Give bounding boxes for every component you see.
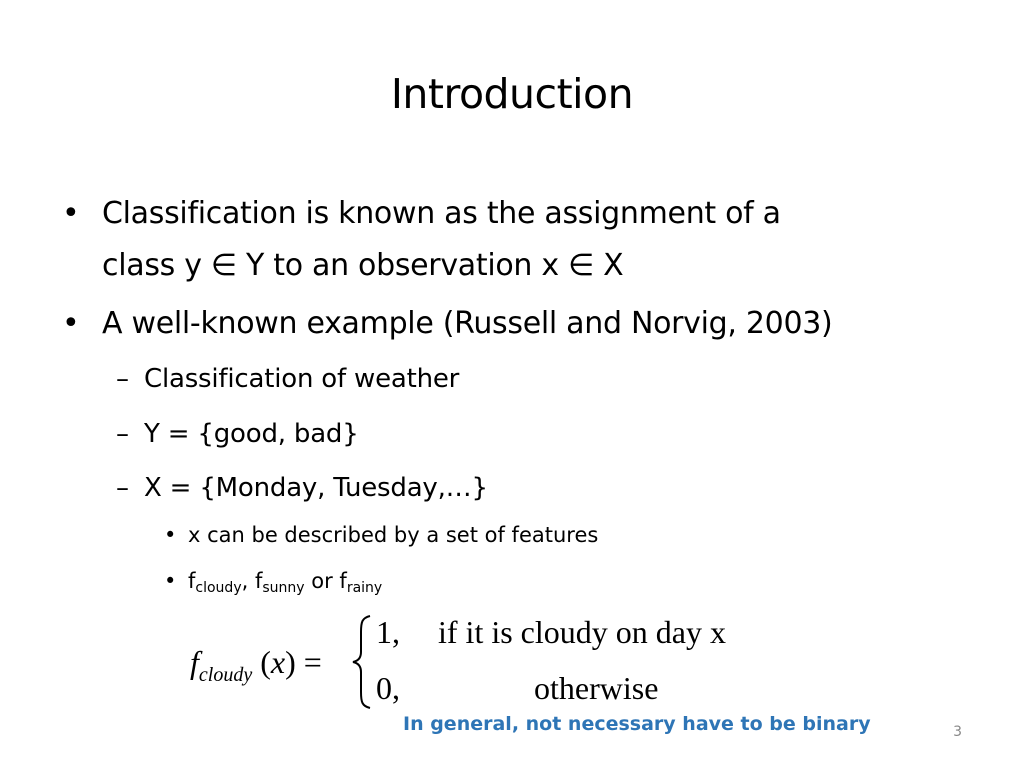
subsub-bullet-item: • $f_{cloudy}$, $f_{sunny}$ or $f_{rainy}$ <box>164 569 383 596</box>
bullet-icon: • <box>164 523 177 547</box>
case1-value: 1, <box>376 614 400 650</box>
bullet-item <box>62 188 982 292</box>
sub-bullet-item <box>116 362 459 396</box>
bullet-icon: • <box>62 306 80 341</box>
dash-icon: – <box>116 419 129 449</box>
slide-number: 3 <box>953 724 962 740</box>
feature-f-sunny: $f_{sunny}$ <box>254 569 305 596</box>
sub-bullet-item <box>116 417 359 451</box>
sub-bullet-text: Y = {good, bad} <box>144 419 359 449</box>
left-brace-icon <box>350 612 374 712</box>
sub-bullet-text: Classification of weather <box>144 364 460 394</box>
feature-f-rainy: $f_{rainy}$ <box>339 569 383 596</box>
sub-bullet-text: X = {Monday, Tuesday,…} <box>144 473 488 503</box>
bullet-text: A well-known example (Russell and Norvig, 2003) <box>102 306 833 341</box>
dash-icon: – <box>116 473 129 503</box>
piecewise-formula <box>190 612 790 712</box>
case2-value: 0, <box>376 670 400 706</box>
dash-icon: – <box>116 364 129 394</box>
case1-condition: if it is cloudy on day x <box>438 614 726 650</box>
bullet-text-line1: Classification is known as the assignment of a <box>102 196 781 231</box>
note-text: In general, not necessary have to be binary <box>403 713 871 735</box>
bullet-icon: • <box>62 196 80 231</box>
sub-bullet-item <box>116 471 488 505</box>
bullet-item <box>62 298 982 350</box>
feature-f-cloudy: $f_{cloudy}$ <box>188 569 242 596</box>
subsub-bullet-text: x can be described by a set of features <box>188 523 599 547</box>
bullet-icon: • <box>164 569 177 593</box>
formula-lhs: $f_{cloudy}$ (x) = <box>190 644 322 686</box>
subsub-bullet-item <box>164 521 598 549</box>
case2-condition: otherwise <box>534 670 659 706</box>
slide-title: Introduction <box>390 70 634 118</box>
bullet-text-line2: class y ∈ Y to an observation x ∈ X <box>102 248 624 283</box>
